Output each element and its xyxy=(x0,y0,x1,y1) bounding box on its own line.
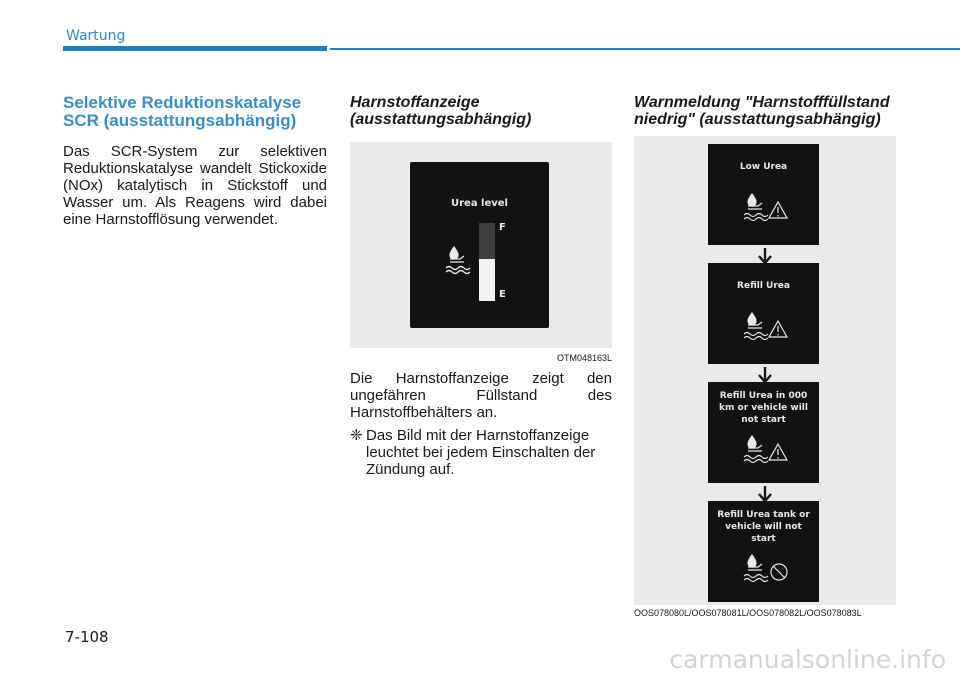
warning-message: Refill Urea tank or vehicle will not start xyxy=(717,510,810,544)
warning-message: Refill Urea xyxy=(737,281,790,291)
urea-warning-title: Warnmeldung "Harnstofffüllstand niedrig" (ausstattungsabhängig) xyxy=(634,94,890,128)
refill-urea-tank-screen xyxy=(708,501,819,602)
urea-warning-figure xyxy=(634,136,896,605)
page-number: 7-108 xyxy=(65,628,109,646)
scr-description: Das SCR-System zur selektiven Reduktionskatalyse wandelt Stickoxide (NOx) katalytisch in Stickstoff und Wasser um. Als Reagens wird dabei eine Harnstofflösung verwendet. xyxy=(63,143,327,228)
scr-section-title: Selektive Reduktionskatalyse SCR (ausstattungsabhängig) xyxy=(63,93,302,130)
column-urea-gauge xyxy=(350,94,612,478)
section-header: Wartung xyxy=(66,28,126,44)
watermark: carmanualsonline.info xyxy=(669,645,946,674)
urea-gauge-fill xyxy=(479,259,495,301)
figure-caption: OTM048163L xyxy=(556,353,612,363)
urea-gauge-title: Harnstoffanzeige (ausstattungsabhängig) xyxy=(350,94,532,128)
column-urea-warning xyxy=(634,94,896,618)
urea-no-start-icon xyxy=(708,543,819,603)
refill-urea-distance-screen xyxy=(708,382,819,483)
urea-gauge-empty-portion xyxy=(479,223,495,259)
urea-warning-icon xyxy=(708,301,819,361)
gauge-full-label: F xyxy=(499,222,506,233)
low-urea-screen xyxy=(708,144,819,245)
gauge-empty-label: E xyxy=(499,289,506,300)
warning-message: Refill Urea in 000 km or vehicle will not start xyxy=(719,391,808,425)
figure-caption: OOS078080L/OOS078081L/OOS078082L/OOS078083L xyxy=(634,608,862,618)
header-rule xyxy=(330,48,960,50)
urea-gauge-note xyxy=(350,427,612,478)
urea-warning-icon xyxy=(708,424,819,484)
warning-message: Low Urea xyxy=(739,162,788,172)
note-text: Das Bild mit der Harnstoffanzeige leuchtet bei jedem Einschalten der Zündung auf. xyxy=(366,427,596,478)
column-scr xyxy=(63,94,327,228)
urea-gauge-figure xyxy=(350,142,612,348)
urea-level-label: Urea level xyxy=(450,198,508,209)
header-bar-accent xyxy=(63,46,327,51)
urea-level-screen xyxy=(410,162,549,328)
refill-urea-screen xyxy=(708,263,819,364)
urea-warning-icon xyxy=(708,182,819,242)
note-mark: ❈ xyxy=(350,427,363,444)
urea-gauge-description: Die Harnstoffanzeige zeigt den ungefähren Füllstand des Harnstoffbehälters an. xyxy=(350,370,612,421)
